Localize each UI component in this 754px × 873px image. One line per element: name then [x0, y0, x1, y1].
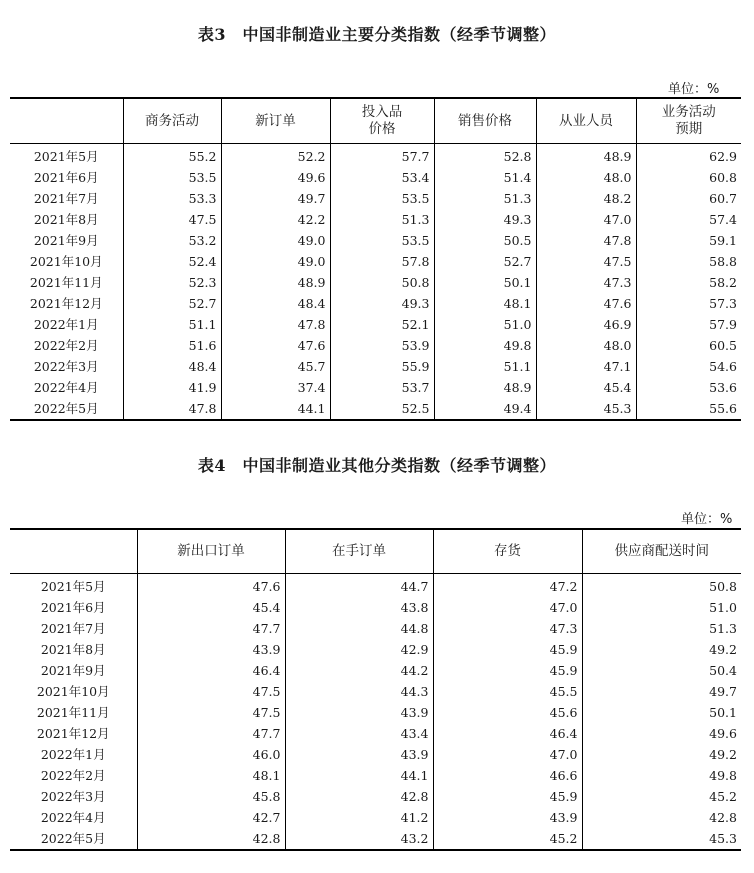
table-cell: 41.2: [285, 807, 433, 828]
table-cell: 49.6: [582, 723, 741, 744]
table4-column-header-3: 存货: [433, 529, 582, 574]
table4-header-row: [10, 529, 741, 574]
table-cell: 46.6: [433, 765, 582, 786]
table-cell: 48.9: [536, 144, 636, 168]
table-row: [10, 574, 741, 598]
table-row: [10, 660, 741, 681]
table-cell: 43.2: [285, 828, 433, 850]
row-label: 2021年5月: [40, 579, 106, 594]
table-cell: 51.0: [582, 597, 741, 618]
table3-body: [10, 144, 741, 421]
table-cell: 46.4: [137, 660, 285, 681]
table-row: [10, 765, 741, 786]
table-cell: 45.4: [536, 377, 636, 398]
row-label: 2021年12月: [36, 726, 110, 741]
row-label: 2021年6月: [40, 600, 106, 615]
row-label: 2021年7月: [33, 191, 99, 206]
table-row: [10, 335, 741, 356]
table-cell: 48.1: [434, 293, 536, 314]
table4-column-header-2: 在手订单: [285, 529, 433, 574]
table3-column-header-4: 销售价格: [434, 98, 536, 144]
table3-unit: 单位：%: [668, 82, 720, 97]
table-row: [10, 230, 741, 251]
table-row: [10, 618, 741, 639]
table-cell: 45.9: [433, 660, 582, 681]
table3-column-header-6: 业务活动 预期: [636, 98, 741, 144]
row-label: 2022年2月: [33, 338, 99, 353]
table-cell: 53.5: [330, 188, 434, 209]
table-cell: 45.2: [582, 786, 741, 807]
table-cell: 60.5: [636, 335, 741, 356]
row-label: 2021年5月: [33, 149, 99, 164]
row-label: 2022年4月: [33, 380, 99, 395]
table-cell: 48.1: [137, 765, 285, 786]
row-label: 2021年11月: [36, 705, 110, 720]
table-cell: 60.8: [636, 167, 741, 188]
table-cell: 43.9: [285, 702, 433, 723]
table-cell: 50.1: [582, 702, 741, 723]
table-cell: 43.4: [285, 723, 433, 744]
table-cell: 44.1: [285, 765, 433, 786]
table-cell: 49.8: [582, 765, 741, 786]
table-cell: 45.9: [433, 786, 582, 807]
table-cell: 57.9: [636, 314, 741, 335]
table-cell: 48.2: [536, 188, 636, 209]
table-row: [10, 681, 741, 702]
table3-title: 表3 中国非制造业主要分类指数（经季节调整）: [197, 25, 557, 44]
table-cell: 48.4: [221, 293, 330, 314]
table-cell: 42.7: [137, 807, 285, 828]
table-cell: 47.7: [137, 618, 285, 639]
table-cell: 53.5: [123, 167, 221, 188]
table-cell: 53.9: [330, 335, 434, 356]
table-cell: 51.3: [330, 209, 434, 230]
table-cell: 53.5: [330, 230, 434, 251]
table-row: [10, 356, 741, 377]
table-cell: 47.3: [433, 618, 582, 639]
table-cell: 45.9: [433, 639, 582, 660]
table-cell: 54.6: [636, 356, 741, 377]
table-row: [10, 786, 741, 807]
row-label: 2022年5月: [10, 828, 137, 850]
table4-body: [10, 574, 741, 851]
table-row: [10, 398, 741, 420]
table4-column-header-1: 新出口订单: [137, 529, 285, 574]
table-cell: 62.9: [636, 144, 741, 168]
table-row: [10, 639, 741, 660]
row-label: 2022年5月: [10, 398, 123, 420]
table-row: [10, 597, 741, 618]
table-row: [10, 144, 741, 168]
table4-column-header-0: [10, 529, 137, 574]
table-cell: 47.0: [433, 744, 582, 765]
table-cell: 48.0: [536, 167, 636, 188]
table-cell: 47.5: [536, 251, 636, 272]
table-cell: 44.1: [221, 398, 330, 420]
table-cell: 57.8: [330, 251, 434, 272]
table-cell: 51.0: [434, 314, 536, 335]
table-cell: 55.2: [123, 144, 221, 168]
table-row: [10, 702, 741, 723]
table-cell: 44.7: [285, 574, 433, 598]
table-cell: 49.7: [582, 681, 741, 702]
table-cell: 55.9: [330, 356, 434, 377]
table-row: [10, 167, 741, 188]
table-cell: 57.4: [636, 209, 741, 230]
table-cell: 45.3: [536, 398, 636, 420]
table-row: [10, 209, 741, 230]
table-cell: 50.8: [330, 272, 434, 293]
table-row: [10, 377, 741, 398]
table-cell: 50.8: [582, 574, 741, 598]
table3-column-header-2: 新订单: [221, 98, 330, 144]
table-cell: 49.6: [221, 167, 330, 188]
table-cell: 55.6: [636, 398, 741, 420]
row-label: 2021年7月: [40, 621, 106, 636]
table-cell: 42.8: [582, 807, 741, 828]
table-row: [10, 314, 741, 335]
table-cell: 47.7: [137, 723, 285, 744]
table3-column-header-1: 商务活动: [123, 98, 221, 144]
table-cell: 47.8: [123, 398, 221, 420]
row-label: 2021年10月: [36, 684, 110, 699]
row-label: 2022年3月: [40, 789, 106, 804]
table3-column-header-5: 从业人员: [536, 98, 636, 144]
row-label: 2021年8月: [40, 642, 106, 657]
table-row: [10, 807, 741, 828]
table-cell: 42.8: [285, 786, 433, 807]
table-cell: 43.9: [285, 744, 433, 765]
table-cell: 52.7: [434, 251, 536, 272]
table-cell: 52.8: [434, 144, 536, 168]
table-cell: 49.2: [582, 744, 741, 765]
table-cell: 48.4: [123, 356, 221, 377]
table-cell: 41.9: [123, 377, 221, 398]
table-cell: 49.3: [330, 293, 434, 314]
table-cell: 42.9: [285, 639, 433, 660]
table-cell: 49.8: [434, 335, 536, 356]
table-cell: 42.8: [137, 828, 285, 850]
table-cell: 47.5: [123, 209, 221, 230]
table3-column-header-3: 投入品 价格: [330, 98, 434, 144]
table-cell: 52.1: [330, 314, 434, 335]
table-cell: 57.3: [636, 293, 741, 314]
table-cell: 49.4: [434, 398, 536, 420]
table-cell: 47.5: [137, 681, 285, 702]
table-cell: 49.3: [434, 209, 536, 230]
row-label: 2021年10月: [29, 254, 103, 269]
table-cell: 51.6: [123, 335, 221, 356]
row-label: 2022年2月: [40, 768, 106, 783]
table-cell: 48.0: [536, 335, 636, 356]
table-cell: 58.8: [636, 251, 741, 272]
table-row: [10, 272, 741, 293]
table-row: [10, 828, 741, 850]
table-cell: 51.4: [434, 167, 536, 188]
table-cell: 51.3: [582, 618, 741, 639]
table-row: [10, 293, 741, 314]
table-cell: 48.9: [434, 377, 536, 398]
table3-column-header-0: [10, 98, 123, 144]
table-cell: 44.2: [285, 660, 433, 681]
table4-title: 表4 中国非制造业其他分类指数（经季节调整）: [197, 456, 557, 475]
table-cell: 47.6: [137, 574, 285, 598]
table4-column-header-4: 供应商配送时间: [582, 529, 741, 574]
table-cell: 44.8: [285, 618, 433, 639]
table-cell: 46.9: [536, 314, 636, 335]
table-cell: 46.4: [433, 723, 582, 744]
table-cell: 52.3: [123, 272, 221, 293]
table-cell: 51.1: [123, 314, 221, 335]
table-cell: 45.2: [433, 828, 582, 850]
table-cell: 53.4: [330, 167, 434, 188]
table-cell: 53.6: [636, 377, 741, 398]
table-cell: 52.4: [123, 251, 221, 272]
row-label: 2021年11月: [29, 275, 103, 290]
table-cell: 59.1: [636, 230, 741, 251]
table-cell: 43.8: [285, 597, 433, 618]
table-row: [10, 744, 741, 765]
table-cell: 44.3: [285, 681, 433, 702]
table-cell: 46.0: [137, 744, 285, 765]
table-cell: 43.9: [433, 807, 582, 828]
table-cell: 45.3: [582, 828, 741, 850]
row-label: 2021年9月: [40, 663, 106, 678]
table3: [10, 97, 741, 421]
table-cell: 49.7: [221, 188, 330, 209]
table-cell: 42.2: [221, 209, 330, 230]
table-cell: 45.4: [137, 597, 285, 618]
table-cell: 47.0: [536, 209, 636, 230]
table-row: [10, 188, 741, 209]
table-cell: 45.6: [433, 702, 582, 723]
table-cell: 53.2: [123, 230, 221, 251]
table-cell: 57.7: [330, 144, 434, 168]
table-cell: 37.4: [221, 377, 330, 398]
table4-unit: 单位：%: [681, 512, 733, 527]
table-cell: 47.0: [433, 597, 582, 618]
table-row: [10, 723, 741, 744]
table-cell: 58.2: [636, 272, 741, 293]
table-cell: 48.9: [221, 272, 330, 293]
table-cell: 53.7: [330, 377, 434, 398]
row-label: 2021年9月: [33, 233, 99, 248]
table-cell: 51.1: [434, 356, 536, 377]
table-cell: 53.3: [123, 188, 221, 209]
row-label: 2021年8月: [33, 212, 99, 227]
row-label: 2022年4月: [40, 810, 106, 825]
table-cell: 60.7: [636, 188, 741, 209]
table-cell: 49.0: [221, 230, 330, 251]
table-cell: 50.1: [434, 272, 536, 293]
row-label: 2022年1月: [33, 317, 99, 332]
table-row: [10, 251, 741, 272]
table-cell: 52.5: [330, 398, 434, 420]
table-cell: 47.3: [536, 272, 636, 293]
row-label: 2021年12月: [29, 296, 103, 311]
table-cell: 45.5: [433, 681, 582, 702]
table4: [10, 528, 741, 851]
table-cell: 49.0: [221, 251, 330, 272]
row-label: 2022年3月: [33, 359, 99, 374]
table-cell: 51.3: [434, 188, 536, 209]
table-cell: 47.5: [137, 702, 285, 723]
table-cell: 50.5: [434, 230, 536, 251]
table-cell: 47.6: [221, 335, 330, 356]
table-cell: 47.8: [221, 314, 330, 335]
table-cell: 50.4: [582, 660, 741, 681]
table-cell: 45.8: [137, 786, 285, 807]
row-label: 2022年1月: [40, 747, 106, 762]
table-cell: 52.7: [123, 293, 221, 314]
table3-header-row: [10, 98, 741, 144]
table-cell: 43.9: [137, 639, 285, 660]
table-cell: 47.1: [536, 356, 636, 377]
table-cell: 47.6: [536, 293, 636, 314]
table-cell: 47.2: [433, 574, 582, 598]
table-cell: 47.8: [536, 230, 636, 251]
table-cell: 49.2: [582, 639, 741, 660]
row-label: 2021年6月: [33, 170, 99, 185]
table-cell: 45.7: [221, 356, 330, 377]
table-cell: 52.2: [221, 144, 330, 168]
